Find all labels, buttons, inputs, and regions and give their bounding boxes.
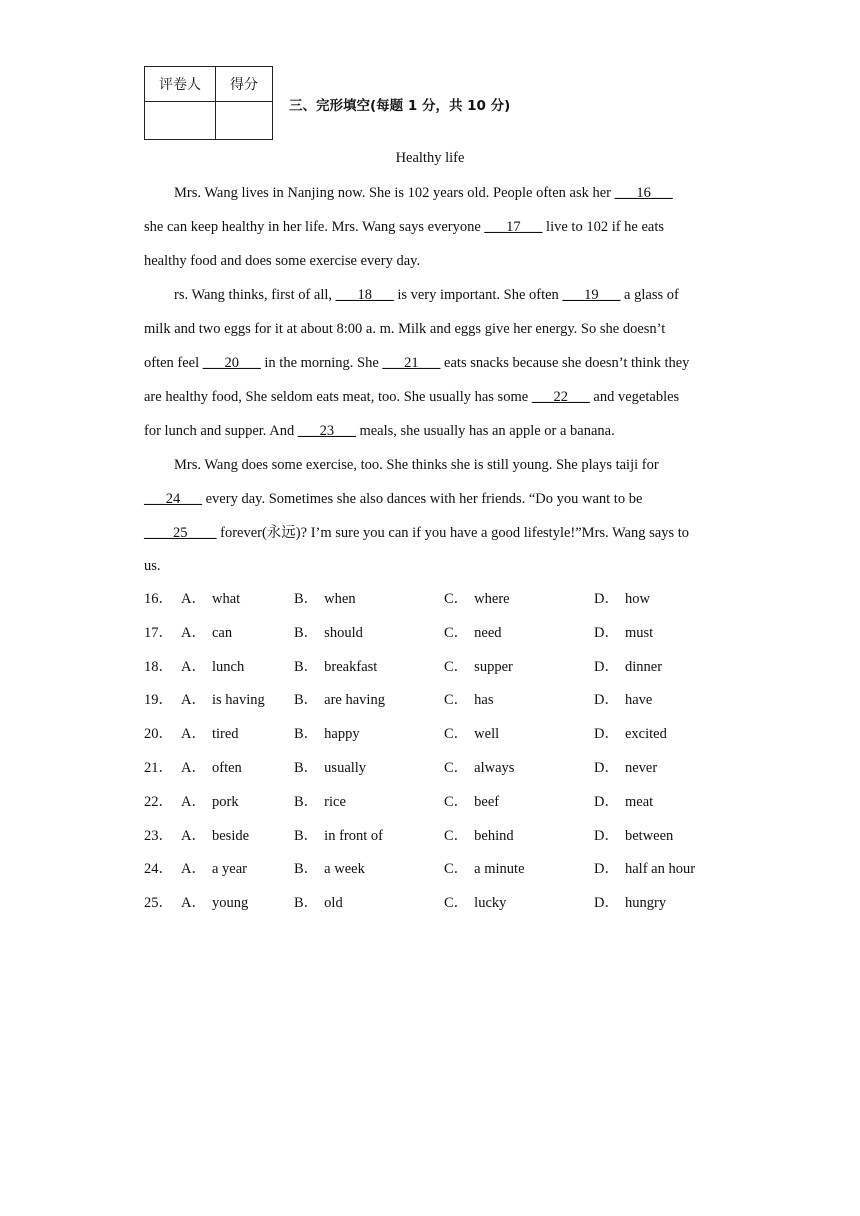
- option-label: A．: [181, 760, 206, 776]
- passage-text: in the morning. She: [260, 355, 383, 371]
- passage-text: healthy food and does some exercise every day.: [144, 253, 421, 269]
- passage-text: Mrs. Wang lives in Nanjing now. She is 102 years old. People often ask her: [174, 185, 615, 201]
- option-d: [594, 759, 657, 777]
- option-text: often: [211, 760, 242, 776]
- option-a: [181, 827, 249, 845]
- answer-blank: ___24___: [144, 491, 202, 507]
- option-text: dinner: [624, 658, 663, 675]
- option-text: usually: [324, 760, 367, 776]
- option-text: lunch: [211, 658, 245, 675]
- passage-line: [174, 456, 659, 474]
- passage-text: often feel: [144, 355, 203, 371]
- option-c: [444, 725, 499, 743]
- grader-label: 评卷人: [145, 67, 216, 102]
- option-c: [444, 624, 502, 642]
- passage-text: us.: [144, 558, 161, 574]
- passage-text: eats snacks because she doesn’t think they: [440, 355, 690, 371]
- option-label: A．: [181, 658, 206, 675]
- option-text: a week: [324, 861, 365, 878]
- score-box: [144, 66, 273, 140]
- option-text: pork: [211, 793, 239, 810]
- question-number: 21．: [144, 760, 173, 776]
- option-a: [181, 894, 248, 912]
- option-text: where: [474, 591, 510, 607]
- option-a: [181, 590, 240, 608]
- question-number: 25．: [144, 895, 173, 912]
- option-a: [181, 759, 242, 777]
- passage-text: and vegetables: [589, 389, 680, 405]
- option-label: D．: [594, 895, 619, 912]
- option-label: C．: [444, 861, 469, 878]
- option-label: B．: [294, 726, 319, 743]
- option-c: [444, 759, 514, 777]
- option-text: have: [624, 692, 653, 709]
- option-label: C．: [444, 658, 469, 675]
- question-number: 20．: [144, 726, 173, 743]
- option-label: D．: [594, 726, 619, 743]
- question-row: [144, 624, 744, 642]
- option-label: D．: [594, 760, 619, 776]
- passage-text: she can keep healthy in her life. Mrs. Wang says everyone: [144, 219, 485, 235]
- option-text: tired: [211, 726, 239, 743]
- passage-title: Healthy life: [395, 150, 465, 166]
- option-c: [444, 827, 514, 845]
- passage-line: [174, 184, 673, 202]
- passage-line: [144, 422, 615, 440]
- score-cell: [216, 102, 273, 140]
- passage-text: Mrs. Wang does some exercise, too. She thinks she is still young. She plays taiji for: [174, 457, 659, 473]
- option-text: should: [324, 624, 363, 641]
- question-number: 24．: [144, 861, 173, 878]
- option-d: [594, 860, 695, 878]
- option-label: D．: [594, 827, 619, 844]
- option-text: half an hour: [624, 861, 696, 878]
- option-b: [294, 725, 360, 743]
- answer-blank: ___16___: [614, 185, 673, 201]
- answer-blank: ___23___: [297, 423, 356, 439]
- passage-line: [144, 490, 642, 508]
- option-a: [181, 725, 239, 743]
- question-number: 18．: [144, 658, 173, 675]
- passage-line: [144, 252, 420, 270]
- passage-text: rs. Wang thinks, first of all,: [174, 287, 336, 303]
- option-text: a year: [211, 861, 247, 878]
- passage-line: [144, 524, 689, 542]
- option-text: a minute: [474, 861, 525, 878]
- option-label: D．: [594, 658, 619, 675]
- option-label: A．: [181, 895, 206, 912]
- option-label: D．: [594, 793, 619, 810]
- option-c: [444, 894, 506, 912]
- option-label: C．: [444, 624, 469, 641]
- option-b: [294, 860, 365, 878]
- option-text: excited: [624, 726, 667, 743]
- option-label: B．: [294, 760, 319, 776]
- option-label: D．: [594, 624, 619, 641]
- option-b: [294, 658, 377, 676]
- option-b: [294, 691, 385, 709]
- passage-text: for lunch and supper. And: [144, 423, 298, 439]
- passage-text: milk and two eggs for it at about 8:00 a. m. Milk and eggs give her energy. So she doesn’t: [144, 321, 666, 337]
- option-label: C．: [444, 760, 469, 776]
- passage-text: are healthy food, She seldom eats meat, too. She usually has some: [144, 389, 532, 405]
- question-row: [144, 860, 744, 878]
- option-label: B．: [294, 591, 319, 607]
- option-text: is having: [211, 692, 265, 709]
- answer-blank: ___19___: [562, 287, 621, 303]
- passage-line: [144, 388, 679, 406]
- option-text: never: [624, 760, 658, 776]
- option-c: [444, 658, 513, 676]
- passage-text: live to 102 if he eats: [542, 219, 665, 235]
- option-text: breakfast: [324, 658, 378, 675]
- option-text: what: [211, 591, 241, 607]
- question-number: 22．: [144, 793, 173, 810]
- answer-blank: ___20___: [202, 355, 261, 371]
- option-text: must: [624, 624, 654, 641]
- passage-text: every day. Sometimes she also dances with her friends. “Do you want to be: [202, 491, 643, 507]
- passage-line: [174, 286, 679, 304]
- option-c: [444, 793, 499, 811]
- passage-line: [144, 218, 664, 236]
- option-label: C．: [444, 895, 469, 912]
- option-d: [594, 590, 650, 608]
- question-row: [144, 827, 744, 845]
- question-row: [144, 793, 744, 811]
- answer-blank: ___22___: [531, 389, 590, 405]
- option-label: B．: [294, 624, 319, 641]
- option-text: can: [211, 624, 233, 641]
- passage-line: [144, 557, 161, 575]
- option-label: C．: [444, 692, 469, 709]
- option-text: behind: [474, 827, 514, 844]
- option-text: rice: [324, 793, 346, 810]
- option-d: [594, 691, 652, 709]
- option-text: meat: [624, 793, 654, 810]
- option-label: B．: [294, 895, 319, 912]
- option-d: [594, 725, 667, 743]
- option-text: beside: [211, 827, 250, 844]
- grader-cell: [145, 102, 216, 140]
- question-row: [144, 759, 744, 777]
- option-label: B．: [294, 861, 319, 878]
- option-label: D．: [594, 861, 619, 878]
- question-row: [144, 658, 744, 676]
- option-text: supper: [474, 658, 513, 675]
- passage-text: forever(永远)? I’m sure you can if you have a good lifestyle!”Mrs. Wang says to: [216, 525, 689, 541]
- option-b: [294, 793, 346, 811]
- option-label: A．: [181, 726, 206, 743]
- question-row: [144, 894, 744, 912]
- option-label: B．: [294, 827, 319, 844]
- option-text: always: [474, 760, 515, 776]
- passage-text: meals, she usually has an apple or a banana.: [355, 423, 615, 439]
- option-text: hungry: [624, 895, 667, 912]
- option-text: are having: [324, 692, 385, 709]
- option-text: beef: [474, 793, 500, 810]
- option-a: [181, 860, 247, 878]
- option-b: [294, 827, 383, 845]
- option-d: [594, 624, 653, 642]
- option-d: [594, 658, 662, 676]
- option-d: [594, 827, 673, 845]
- score-label: 得分: [216, 67, 273, 102]
- answer-blank: ___18___: [335, 287, 394, 303]
- option-label: C．: [444, 793, 469, 810]
- answer-blank: ____25____: [144, 525, 217, 541]
- option-label: D．: [594, 591, 619, 607]
- answer-blank: ___21___: [382, 355, 441, 371]
- answer-blank: ___17___: [484, 219, 543, 235]
- option-d: [594, 793, 653, 811]
- option-label: D．: [594, 692, 619, 709]
- passage-line: [144, 320, 665, 338]
- option-c: [444, 691, 494, 709]
- option-c: [444, 860, 525, 878]
- question-number: 17．: [144, 624, 173, 641]
- option-label: A．: [181, 861, 206, 878]
- option-label: C．: [444, 591, 469, 607]
- question-number: 23．: [144, 827, 173, 844]
- option-text: young: [211, 895, 249, 912]
- option-label: B．: [294, 793, 319, 810]
- passage-text: is very important. She often: [393, 287, 563, 303]
- option-text: between: [624, 827, 674, 844]
- option-label: A．: [181, 591, 206, 607]
- option-label: A．: [181, 827, 206, 844]
- option-a: [181, 624, 232, 642]
- option-label: B．: [294, 658, 319, 675]
- option-label: C．: [444, 827, 469, 844]
- option-text: in front of: [324, 827, 383, 844]
- question-row: [144, 691, 744, 709]
- passage-text: a glass of: [620, 287, 679, 303]
- option-text: need: [474, 624, 502, 641]
- option-b: [294, 590, 356, 608]
- passage-line: [144, 354, 689, 372]
- option-a: [181, 793, 239, 811]
- option-b: [294, 624, 363, 642]
- option-b: [294, 759, 366, 777]
- question-row: [144, 725, 744, 743]
- option-label: A．: [181, 793, 206, 810]
- question-number: 16．: [144, 591, 173, 607]
- section-title: 三、完形填空(每题 1 分，共 10 分): [289, 98, 511, 114]
- option-label: A．: [181, 692, 206, 709]
- option-b: [294, 894, 343, 912]
- option-label: A．: [181, 624, 206, 641]
- option-text: lucky: [474, 895, 507, 912]
- option-text: happy: [324, 726, 360, 743]
- option-text: has: [474, 692, 494, 709]
- option-text: when: [324, 591, 356, 607]
- option-a: [181, 691, 265, 709]
- option-d: [594, 894, 666, 912]
- option-label: B．: [294, 692, 319, 709]
- option-text: old: [324, 895, 343, 912]
- option-text: well: [474, 726, 500, 743]
- option-label: C．: [444, 726, 469, 743]
- option-a: [181, 658, 244, 676]
- option-text: how: [624, 591, 650, 607]
- question-row: [144, 590, 744, 608]
- option-c: [444, 590, 510, 608]
- question-number: 19．: [144, 692, 173, 709]
